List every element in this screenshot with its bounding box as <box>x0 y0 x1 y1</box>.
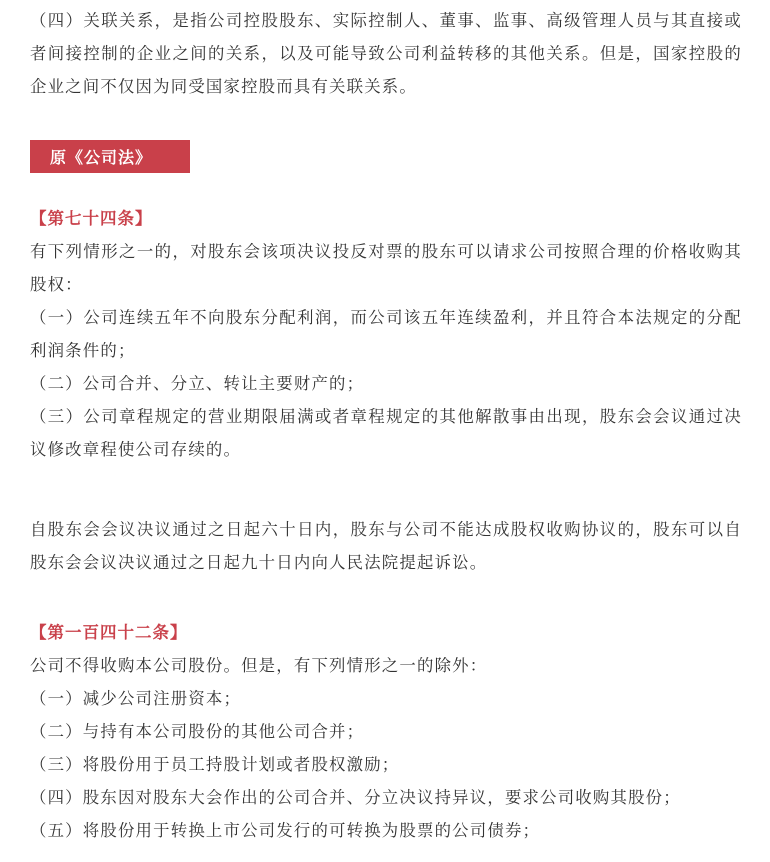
article-142-item-4: （四）股东因对股东大会作出的公司合并、分立决议持异议，要求公司收购其股份； <box>30 788 681 807</box>
article-142-item-5: （五）将股份用于转换上市公司发行的可转换为股票的公司债券； <box>30 821 541 840</box>
article-74-lead: 有下列情形之一的，对股东会该项决议投反对票的股东可以请求公司按照合理的价格收购其股权： <box>30 242 742 294</box>
intro-paragraph: （四）关联关系，是指公司控股股东、实际控制人、董事、监事、高级管理人员与其直接或者间接控制的企业之间的关系，以及可能导致公司利益转移的其他关系。但是，国家控股的企业之间不仅因为同受国家控股而具有关联关系。 <box>30 11 742 96</box>
article-74-heading: 【第七十四条】 <box>30 209 153 228</box>
article-74-item-3: （三）公司章程规定的营业期限届满或者章程规定的其他解散事由出现，股东会会议通过决议修改章程使公司存续的。 <box>30 407 742 459</box>
article-142-item-1: （一）减少公司注册资本； <box>30 689 242 708</box>
article-142-item-3: （三）将股份用于员工持股计划或者股权激励； <box>30 755 400 774</box>
article-142-lead: 公司不得收购本公司股份。但是，有下列情形之一的除外： <box>30 656 488 675</box>
article-142-section <box>30 621 742 847</box>
banner-label: 原《公司法》 <box>50 148 153 167</box>
article-74-closing-section <box>30 513 742 579</box>
article-74-item-1: （一）公司连续五年不向股东分配利润，而公司该五年连续盈利，并且符合本法规定的分配利润条件的； <box>30 308 742 360</box>
article-74-closing: 自股东会会议决议通过之日起六十日内，股东与公司不能达成股权收购协议的，股东可以自股东会会议决议通过之日起九十日内向人民法院提起诉讼。 <box>30 520 742 572</box>
section-banner <box>30 140 190 173</box>
article-74-item-2: （二）公司合并、分立、转让主要财产的； <box>30 374 365 393</box>
intro-section <box>30 0 742 103</box>
article-142-heading: 【第一百四十二条】 <box>30 623 188 642</box>
article-142-item-2: （二）与持有本公司股份的其他公司合并； <box>30 722 365 741</box>
article-74-section <box>30 207 742 466</box>
